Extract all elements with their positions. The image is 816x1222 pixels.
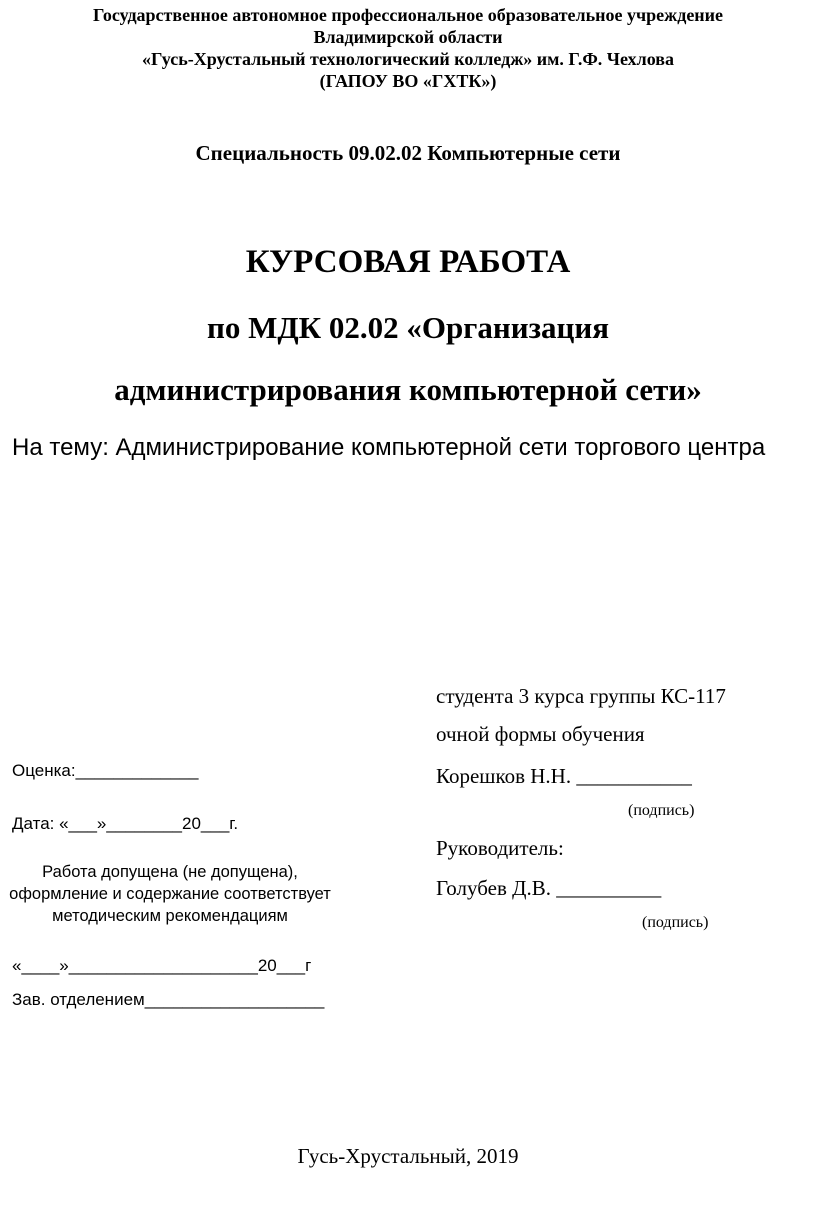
approval-date-field: «____»____________________20___г xyxy=(12,956,312,975)
approval-text: Работа допущена (не допущена), оформление и содержание соответствует методическим рекомендациям xyxy=(9,863,331,925)
date-field: Дата: «___»________20___г. xyxy=(12,814,239,833)
student-signature-label: (подпись) xyxy=(628,802,695,819)
supervisor-signature-label: (подпись) xyxy=(642,914,709,931)
student-study-form: очной формы обучения xyxy=(436,722,645,746)
supervisor-name: Голубев Д.В. __________ xyxy=(436,876,662,900)
specialty: Специальность 09.02.02 Компьютерные сети xyxy=(195,141,621,165)
institution-line-4: (ГАПОУ ВО «ГХТК») xyxy=(319,71,497,91)
footer-city-year: Гусь-Хрустальный, 2019 xyxy=(297,1144,519,1168)
student-name: Корешков Н.Н. ___________ xyxy=(436,764,692,788)
topic: На тему: Администрирование компьютерной сети торгового центра xyxy=(12,434,766,461)
subtitle-line-2: администрирования компьютерной сети» xyxy=(114,372,702,407)
grade-field: Оценка:_____________ xyxy=(12,761,199,780)
institution-line-2: Владимирской области xyxy=(313,27,503,47)
head-of-department-field: Зав. отделением___________________ xyxy=(12,990,325,1009)
institution-line-3: «Гусь-Хрустальный технологический колледж» им. Г.Ф. Чехлова xyxy=(142,49,674,69)
subtitle-line-1: по МДК 02.02 «Организация xyxy=(206,310,610,345)
student-course-group: студента 3 курса группы КС-117 xyxy=(436,684,726,708)
document-title: КУРСОВАЯ РАБОТА xyxy=(245,244,571,280)
institution-line-1: Государственное автономное профессиональное образовательное учреждение xyxy=(92,5,724,25)
supervisor-label: Руководитель: xyxy=(436,836,564,860)
